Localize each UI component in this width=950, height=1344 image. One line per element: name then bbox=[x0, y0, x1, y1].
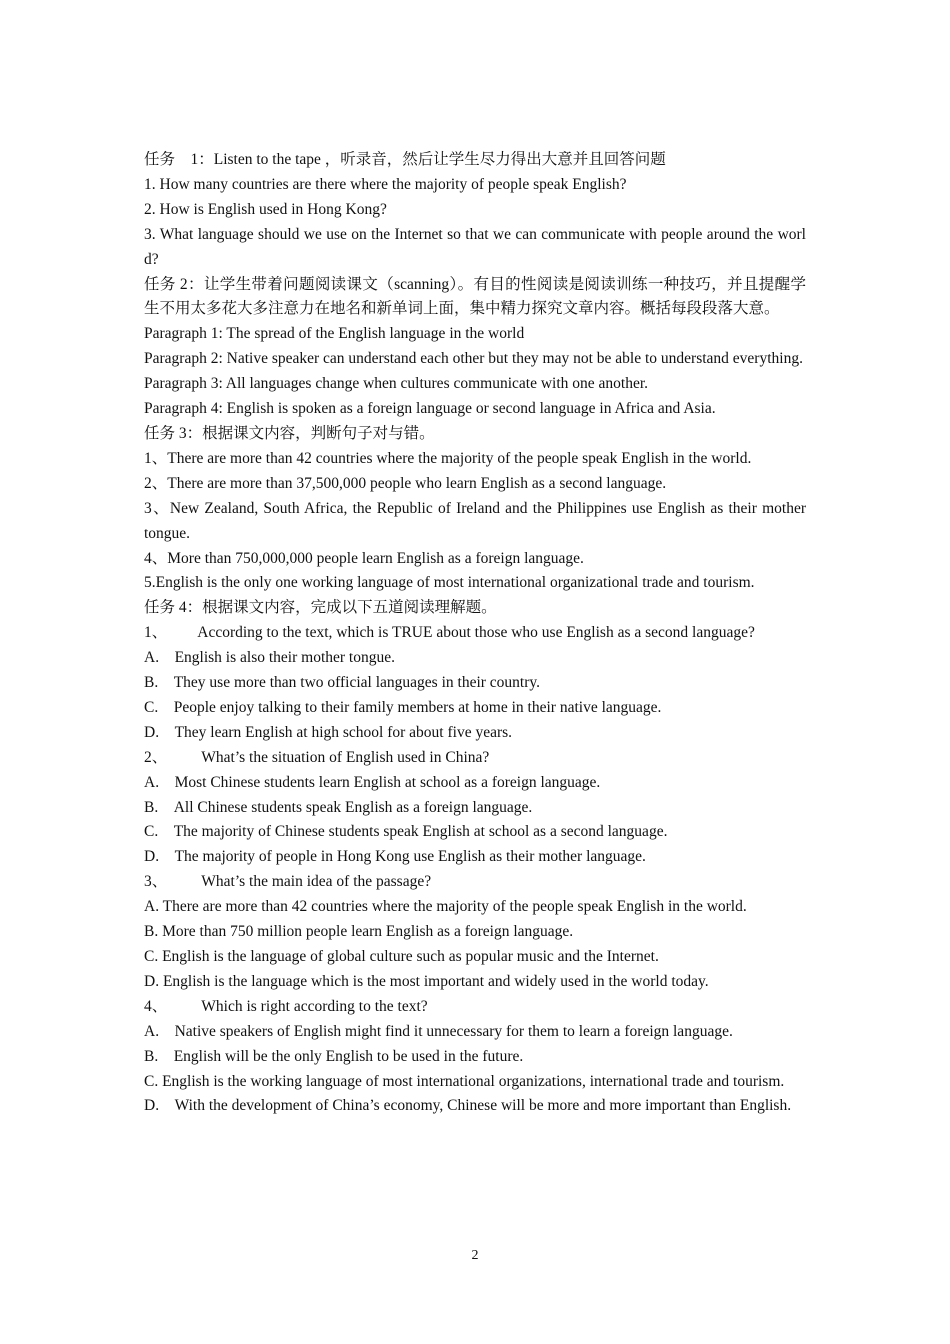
task4-q3-option-b: B. More than 750 million people learn English as a foreign language. bbox=[144, 923, 574, 941]
task4-q2-option-c: C. The majority of Chinese students speak English at school as a second language. bbox=[144, 823, 668, 841]
task4-q1-stem-line bbox=[144, 621, 806, 646]
task4-q4-option-d: D. With the development of China’s economy, Chinese will be more and more important than English. bbox=[144, 1097, 792, 1115]
task3-statement-4: 4、More than 750,000,000 people learn English as a foreign language. bbox=[144, 549, 584, 567]
task2-paragraph-1: Paragraph 1: The spread of the English language in the world bbox=[144, 325, 525, 343]
task1-question-1: 1. How many countries are there where the majority of people speak English? bbox=[144, 175, 627, 193]
task1-question-3: 3. What language should we use on the Internet so that we can communicate with people around the world? bbox=[144, 225, 806, 268]
task4-q4-stem-line bbox=[144, 995, 806, 1020]
task3-statement-5: 5.English is the only one working language of most international organizational trade and tourism. bbox=[144, 574, 755, 592]
task4-q4-number: 4、 bbox=[144, 997, 168, 1015]
task4-q2-option-b: B. All Chinese students speak English as a foreign language. bbox=[144, 798, 533, 816]
task1-question-2: 2. How is English used in Hong Kong? bbox=[144, 200, 387, 218]
task4-q4-option-b: B. English will be the only English to be used in the future. bbox=[144, 1047, 524, 1065]
task4-q4-option-c: C. English is the working language of most international organizations, international trade and tourism. bbox=[144, 1072, 785, 1090]
task3-title: 任务 3：根据课文内容，判断句子对与错。 bbox=[144, 424, 435, 442]
task4-q2-stem-line bbox=[144, 746, 806, 771]
task4-q3-stem: What’s the main idea of the passage? bbox=[201, 873, 432, 891]
task2-title: 任务 2：让学生带着问题阅读课文（scanning）。有目的性阅读是阅读训练一种技巧，并且提醒学生不用太多花大多注意力在地名和新单词上面，集中精力探究文章内容。概括每段段落大意。 bbox=[144, 275, 806, 318]
task4-q1-option-a: A. English is also their mother tongue. bbox=[144, 649, 395, 667]
task4-q1-stem: According to the text, which is TRUE about those who use English as a second language? bbox=[197, 624, 755, 642]
task4-q4-stem: Which is right according to the text? bbox=[201, 997, 428, 1015]
task4-q1-number: 1、 bbox=[144, 624, 168, 642]
task2-paragraph-2: Paragraph 2: Native speaker can understand each other but they may not be able to understand everything. bbox=[144, 350, 803, 368]
task2-paragraph-4: Paragraph 4: English is spoken as a foreign language or second language in Africa and Asia. bbox=[144, 400, 716, 418]
task4-q3-option-c: C. English is the language of global culture such as popular music and the Internet. bbox=[144, 948, 659, 965]
task4-q1-option-d: D. They learn English at high school for about five years. bbox=[144, 723, 513, 741]
document-body bbox=[144, 148, 806, 1119]
task4-q1-option-b: B. They use more than two official languages in their country. bbox=[144, 674, 541, 692]
page-number: 2 bbox=[471, 1248, 479, 1263]
task4-q3-option-d: D. English is the language which is the most important and widely used in the world today. bbox=[144, 972, 709, 990]
task3-statement-2: 2、There are more than 37,500,000 people who learn English as a second language. bbox=[144, 474, 667, 492]
task2-paragraph-3: Paragraph 3: All languages change when cultures communicate with one another. bbox=[144, 375, 649, 393]
task4-q2-stem: What’s the situation of English used in China? bbox=[201, 748, 490, 766]
task3-statement-1: 1、There are more than 42 countries where the majority of the people speak English in the world. bbox=[144, 449, 752, 467]
task4-title: 任务 4：根据课文内容，完成以下五道阅读理解题。 bbox=[144, 599, 497, 617]
task4-q2-option-d: D. The majority of people in Hong Kong use English as their mother language. bbox=[144, 848, 646, 866]
task4-q4-option-a: A. Native speakers of English might find it unnecessary for them to learn a foreign language. bbox=[144, 1022, 733, 1040]
task4-q3-option-a: A. There are more than 42 countries where the majority of the people speak English in the world. bbox=[144, 898, 747, 916]
task1-title: 任务 1：Listen to the tape ，听录音，然后让学生尽力得出大意并且回答问题 bbox=[144, 151, 666, 168]
task4-q1-option-c: C. People enjoy talking to their family members at home in their native language. bbox=[144, 698, 662, 716]
task3-statement-3: 3、New Zealand, South Africa, the Republic of Ireland and the Philippines use English as their mother tongue. bbox=[144, 499, 806, 542]
task4-q3-number: 3、 bbox=[144, 873, 168, 891]
task4-q3-stem-line bbox=[144, 870, 806, 895]
task4-q2-option-a: A. Most Chinese students learn English at school as a foreign language. bbox=[144, 773, 601, 791]
task4-q2-number: 2、 bbox=[144, 748, 168, 766]
